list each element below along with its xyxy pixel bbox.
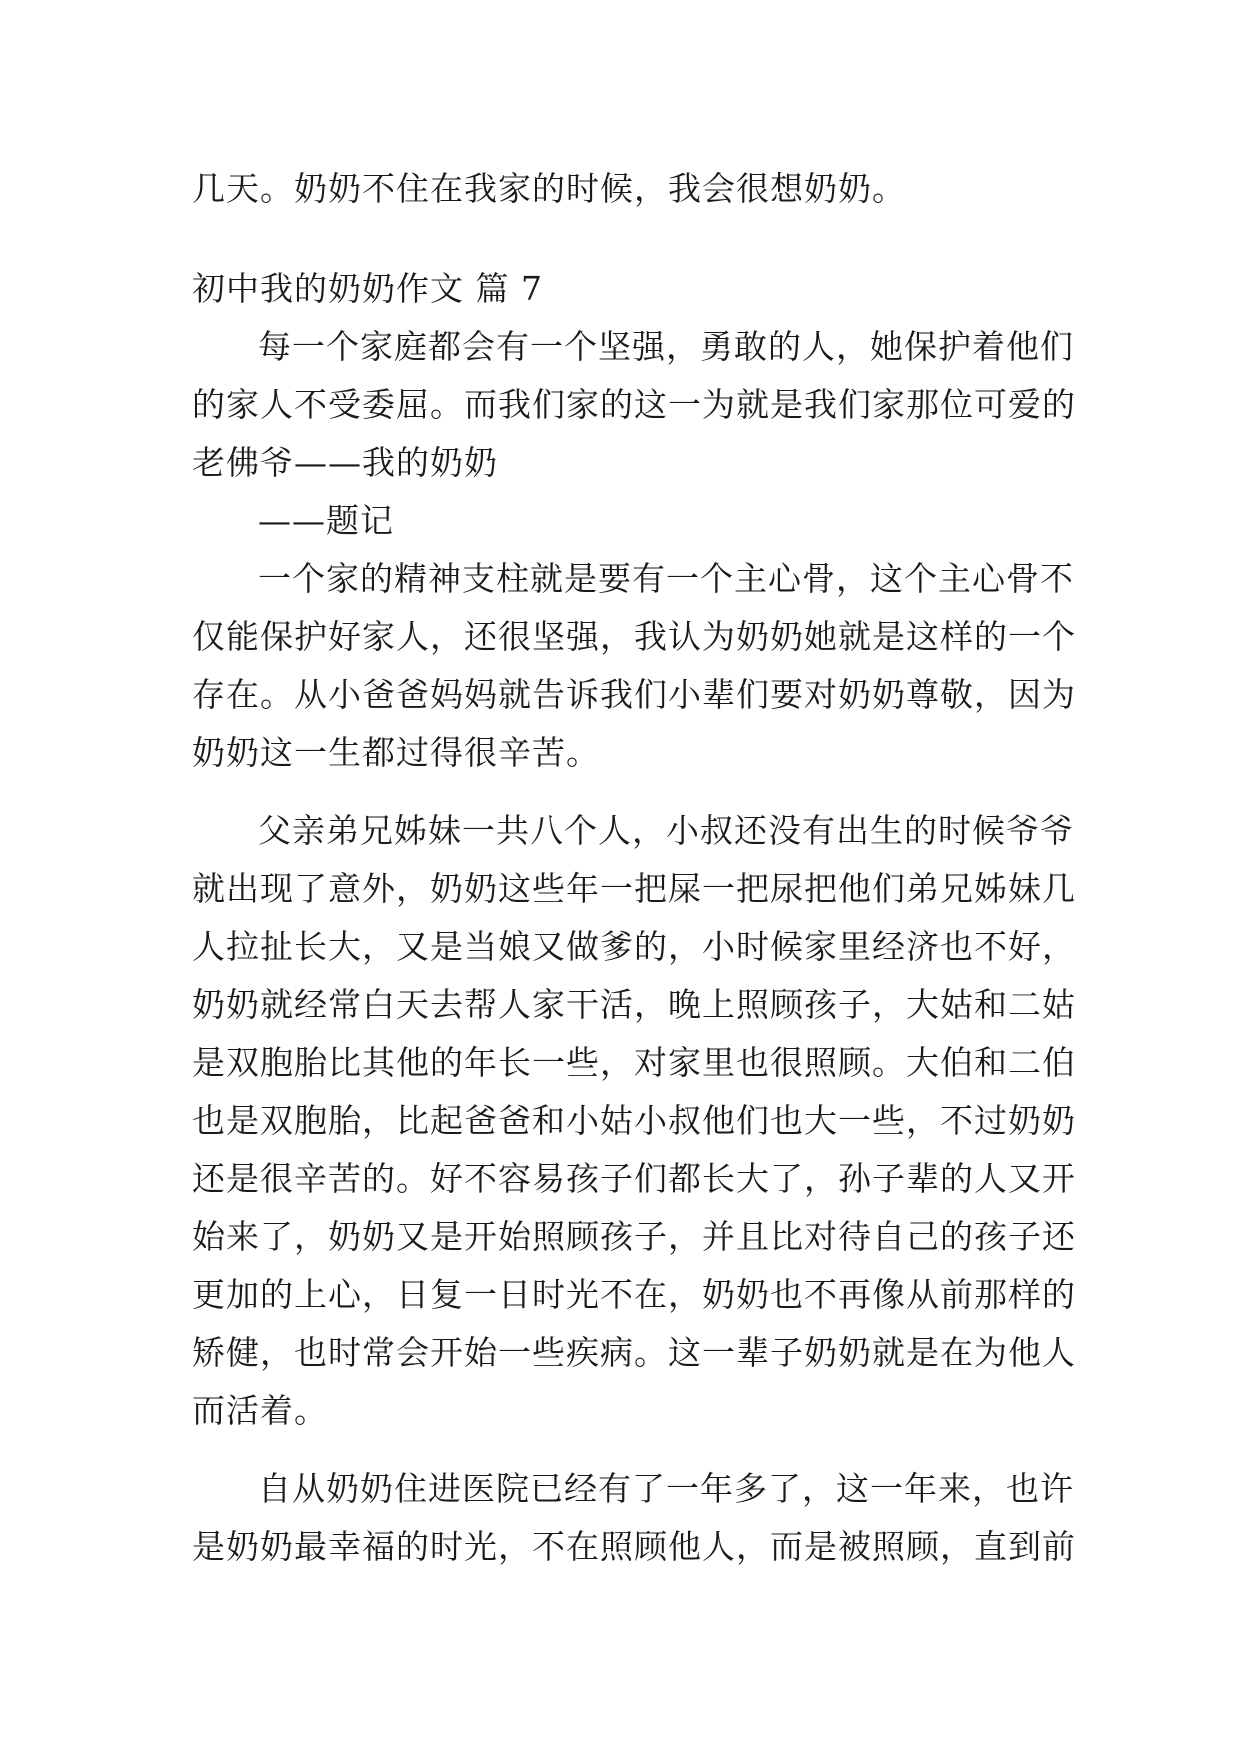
paragraph-line: 奶奶这一生都过得很辛苦。 — [192, 733, 600, 772]
paragraph-line: 父亲弟兄姊妹一共八个人，小叔还没有出生的时候爷爷 — [258, 811, 1074, 850]
paragraph-line: 仅能保护好家人，还很坚强，我认为奶奶她就是这样的一个 — [192, 617, 1076, 656]
paragraph-3 — [192, 1460, 1076, 1576]
epigraph-line: 的家人不受委屈。而我们家的这一为就是我们家那位可爱的 — [192, 385, 1076, 424]
paragraph-2 — [192, 802, 1076, 1440]
paragraph-line: 存在。从小爸爸妈妈就告诉我们小辈们要对奶奶尊敬，因为 — [192, 675, 1076, 714]
paragraph-line: 矫健，也时常会开始一些疾病。这一辈子奶奶就是在为他人 — [192, 1333, 1076, 1372]
paragraph-line: 是奶奶最幸福的时光，不在照顾他人，而是被照顾，直到前 — [192, 1527, 1076, 1566]
epigraph-line: 老佛爷——我的奶奶 — [192, 443, 498, 482]
paragraph-line: 也是双胞胎，比起爸爸和小姑小叔他们也大一些，不过奶奶 — [192, 1101, 1076, 1140]
essay-heading: 初中我的奶奶作文 篇 7 — [192, 269, 543, 308]
intro-line: 几天。奶奶不住在我家的时候，我会很想奶奶。 — [192, 169, 906, 208]
paragraph-1 — [192, 550, 1076, 782]
paragraph-line: 自从奶奶住进医院已经有了一年多了，这一年来，也许 — [258, 1469, 1074, 1508]
paragraph-line: 更加的上心，日复一日时光不在，奶奶也不再像从前那样的 — [192, 1275, 1076, 1314]
paragraph-line: 一个家的精神支柱就是要有一个主心骨，这个主心骨不 — [258, 559, 1074, 598]
paragraph-line: 是双胞胎比其他的年长一些，对家里也很照顾。大伯和二伯 — [192, 1043, 1076, 1082]
document-page — [192, 160, 1076, 1576]
paragraph-line: 就出现了意外，奶奶这些年一把屎一把尿把他们弟兄姊妹几 — [192, 869, 1076, 908]
paragraph-line: 而活着。 — [192, 1391, 328, 1430]
paragraph-line: 奶奶就经常白天去帮人家干活，晚上照顾孩子，大姑和二姑 — [192, 985, 1076, 1024]
paragraph-line: 人拉扯长大，又是当娘又做爹的，小时候家里经济也不好， — [192, 927, 1076, 966]
paragraph-line: 还是很辛苦的。好不容易孩子们都长大了，孙子辈的人又开 — [192, 1159, 1076, 1198]
epigraph — [192, 318, 1076, 550]
epigraph-attribution: ——题记 — [258, 501, 394, 540]
epigraph-line: 每一个家庭都会有一个坚强，勇敢的人，她保护着他们 — [258, 327, 1074, 366]
paragraph-line: 始来了，奶奶又是开始照顾孩子，并且比对待自己的孩子还 — [192, 1217, 1076, 1256]
